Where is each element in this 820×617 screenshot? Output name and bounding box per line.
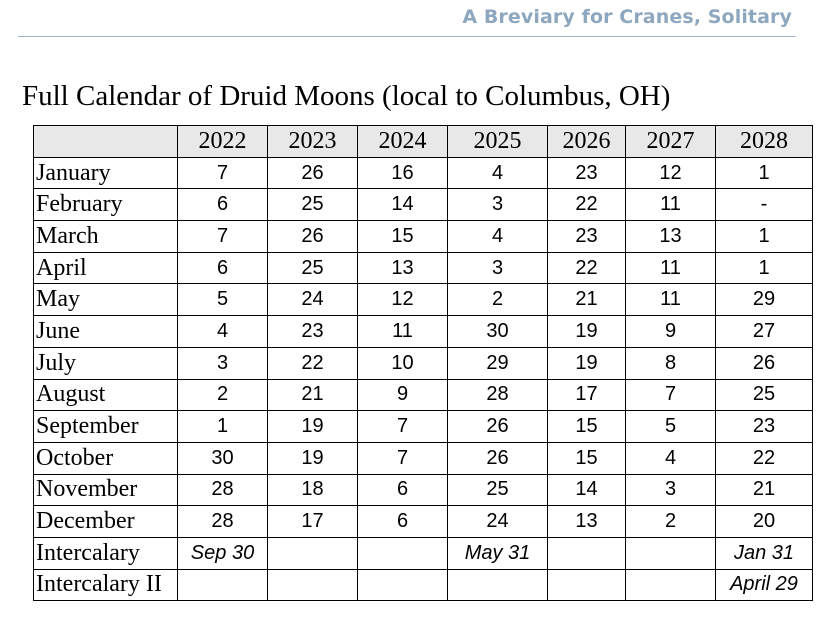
- year-header: 2023: [268, 126, 358, 158]
- table-cell: 1: [716, 221, 813, 253]
- table-cell: 6: [178, 189, 268, 221]
- table-row: [34, 221, 813, 253]
- table-cell: 18: [268, 474, 358, 506]
- table-cell: 22: [548, 189, 626, 221]
- table-cell: 9: [358, 379, 448, 411]
- table-cell: 23: [548, 221, 626, 253]
- page-header: [18, 6, 796, 37]
- year-header: 2025: [448, 126, 548, 158]
- table-cell: Sep 30: [178, 537, 268, 569]
- table-cell: 19: [268, 442, 358, 474]
- table-row: [34, 569, 813, 601]
- row-label: Intercalary II: [34, 569, 178, 601]
- table-cell: 3: [448, 252, 548, 284]
- table-cell: 22: [268, 347, 358, 379]
- table-cell: [358, 537, 448, 569]
- table-cell: 17: [548, 379, 626, 411]
- row-label: July: [34, 347, 178, 379]
- table-cell: 11: [626, 189, 716, 221]
- table-cell: 25: [268, 189, 358, 221]
- table-cell: 19: [548, 316, 626, 348]
- table-cell: 20: [716, 506, 813, 538]
- table-cell: 3: [626, 474, 716, 506]
- table-cell: 24: [268, 284, 358, 316]
- table-cell: 1: [716, 252, 813, 284]
- table-cell: 9: [626, 316, 716, 348]
- table-cell: 7: [358, 411, 448, 443]
- table-cell: 4: [178, 316, 268, 348]
- year-header: 2027: [626, 126, 716, 158]
- table-cell: 5: [626, 411, 716, 443]
- table-row: [34, 347, 813, 379]
- table-cell: 6: [178, 252, 268, 284]
- table-cell: [178, 569, 268, 601]
- table-cell: Jan 31: [716, 537, 813, 569]
- table-cell: 19: [268, 411, 358, 443]
- table-cell: 3: [178, 347, 268, 379]
- table-cell: 21: [548, 284, 626, 316]
- table-cell: 6: [358, 506, 448, 538]
- table-row: [34, 252, 813, 284]
- table-cell: 4: [626, 442, 716, 474]
- row-label: January: [34, 157, 178, 189]
- row-label: October: [34, 442, 178, 474]
- table-cell: 26: [268, 157, 358, 189]
- table-cell: 15: [548, 442, 626, 474]
- table-cell: 19: [548, 347, 626, 379]
- table-cell: 25: [448, 474, 548, 506]
- row-label: May: [34, 284, 178, 316]
- table-cell: 28: [448, 379, 548, 411]
- row-label: September: [34, 411, 178, 443]
- table-cell: 2: [178, 379, 268, 411]
- table-cell: 25: [268, 252, 358, 284]
- table-cell: 2: [448, 284, 548, 316]
- table-cell: [548, 537, 626, 569]
- table-cell: 10: [358, 347, 448, 379]
- table-cell: [626, 569, 716, 601]
- table-cell: 21: [716, 474, 813, 506]
- row-label: November: [34, 474, 178, 506]
- table-cell: 4: [448, 221, 548, 253]
- table-cell: 8: [626, 347, 716, 379]
- table-row: [34, 284, 813, 316]
- table-cell: 26: [268, 221, 358, 253]
- table-cell: 14: [548, 474, 626, 506]
- table-cell: 30: [178, 442, 268, 474]
- table-cell: 30: [448, 316, 548, 348]
- table-cell: 23: [548, 157, 626, 189]
- table-row: [34, 157, 813, 189]
- table-cell: 11: [358, 316, 448, 348]
- table-cell: [358, 569, 448, 601]
- table-row: [34, 189, 813, 221]
- table-cell: 27: [716, 316, 813, 348]
- table-cell: 13: [548, 506, 626, 538]
- table-cell: 24: [448, 506, 548, 538]
- table-cell: 22: [548, 252, 626, 284]
- row-label: Intercalary: [34, 537, 178, 569]
- table-cell: 2: [626, 506, 716, 538]
- table-row: [34, 316, 813, 348]
- table-cell: May 31: [448, 537, 548, 569]
- row-label: June: [34, 316, 178, 348]
- table-row: [34, 537, 813, 569]
- table-cell: 4: [448, 157, 548, 189]
- table-row: [34, 506, 813, 538]
- table-cell: 26: [448, 411, 548, 443]
- table-cell: 7: [178, 157, 268, 189]
- table-row: [34, 442, 813, 474]
- table-cell: 17: [268, 506, 358, 538]
- table-cell: 15: [548, 411, 626, 443]
- table-row: [34, 474, 813, 506]
- table-cell: 7: [358, 442, 448, 474]
- table-cell: 21: [268, 379, 358, 411]
- table-cell: 15: [358, 221, 448, 253]
- table-cell: -: [716, 189, 813, 221]
- table-cell: 29: [716, 284, 813, 316]
- row-label: February: [34, 189, 178, 221]
- header-row: [34, 126, 813, 158]
- table-cell: 28: [178, 506, 268, 538]
- table-cell: 11: [626, 284, 716, 316]
- table-cell: [268, 537, 358, 569]
- table-cell: 23: [716, 411, 813, 443]
- table-cell: 1: [178, 411, 268, 443]
- table-cell: 11: [626, 252, 716, 284]
- table-cell: 13: [626, 221, 716, 253]
- table-cell: 29: [448, 347, 548, 379]
- table-cell: 6: [358, 474, 448, 506]
- row-label: March: [34, 221, 178, 253]
- running-title: A Breviary for Cranes, Solitary: [462, 6, 792, 28]
- corner-cell: [34, 126, 178, 158]
- table-cell: 12: [626, 157, 716, 189]
- table-cell: 23: [268, 316, 358, 348]
- table-cell: 14: [358, 189, 448, 221]
- table-cell: 16: [358, 157, 448, 189]
- table-cell: [626, 537, 716, 569]
- table-row: [34, 379, 813, 411]
- table-cell: 5: [178, 284, 268, 316]
- table-cell: 26: [448, 442, 548, 474]
- table-cell: 26: [716, 347, 813, 379]
- table-cell: April 29: [716, 569, 813, 601]
- page-title: Full Calendar of Druid Moons (local to Columbus, OH): [22, 80, 671, 112]
- table-cell: [448, 569, 548, 601]
- year-header: 2026: [548, 126, 626, 158]
- year-header: 2028: [716, 126, 813, 158]
- table-cell: [268, 569, 358, 601]
- table-cell: 13: [358, 252, 448, 284]
- moon-calendar-table: [33, 125, 813, 601]
- table-cell: 7: [626, 379, 716, 411]
- year-header: 2022: [178, 126, 268, 158]
- table-cell: 22: [716, 442, 813, 474]
- table-row: [34, 411, 813, 443]
- table-cell: [548, 569, 626, 601]
- row-label: August: [34, 379, 178, 411]
- year-header: 2024: [358, 126, 448, 158]
- row-label: April: [34, 252, 178, 284]
- table-cell: 3: [448, 189, 548, 221]
- table-cell: 25: [716, 379, 813, 411]
- table-cell: 28: [178, 474, 268, 506]
- table-cell: 12: [358, 284, 448, 316]
- table-cell: 1: [716, 157, 813, 189]
- table-cell: 7: [178, 221, 268, 253]
- row-label: December: [34, 506, 178, 538]
